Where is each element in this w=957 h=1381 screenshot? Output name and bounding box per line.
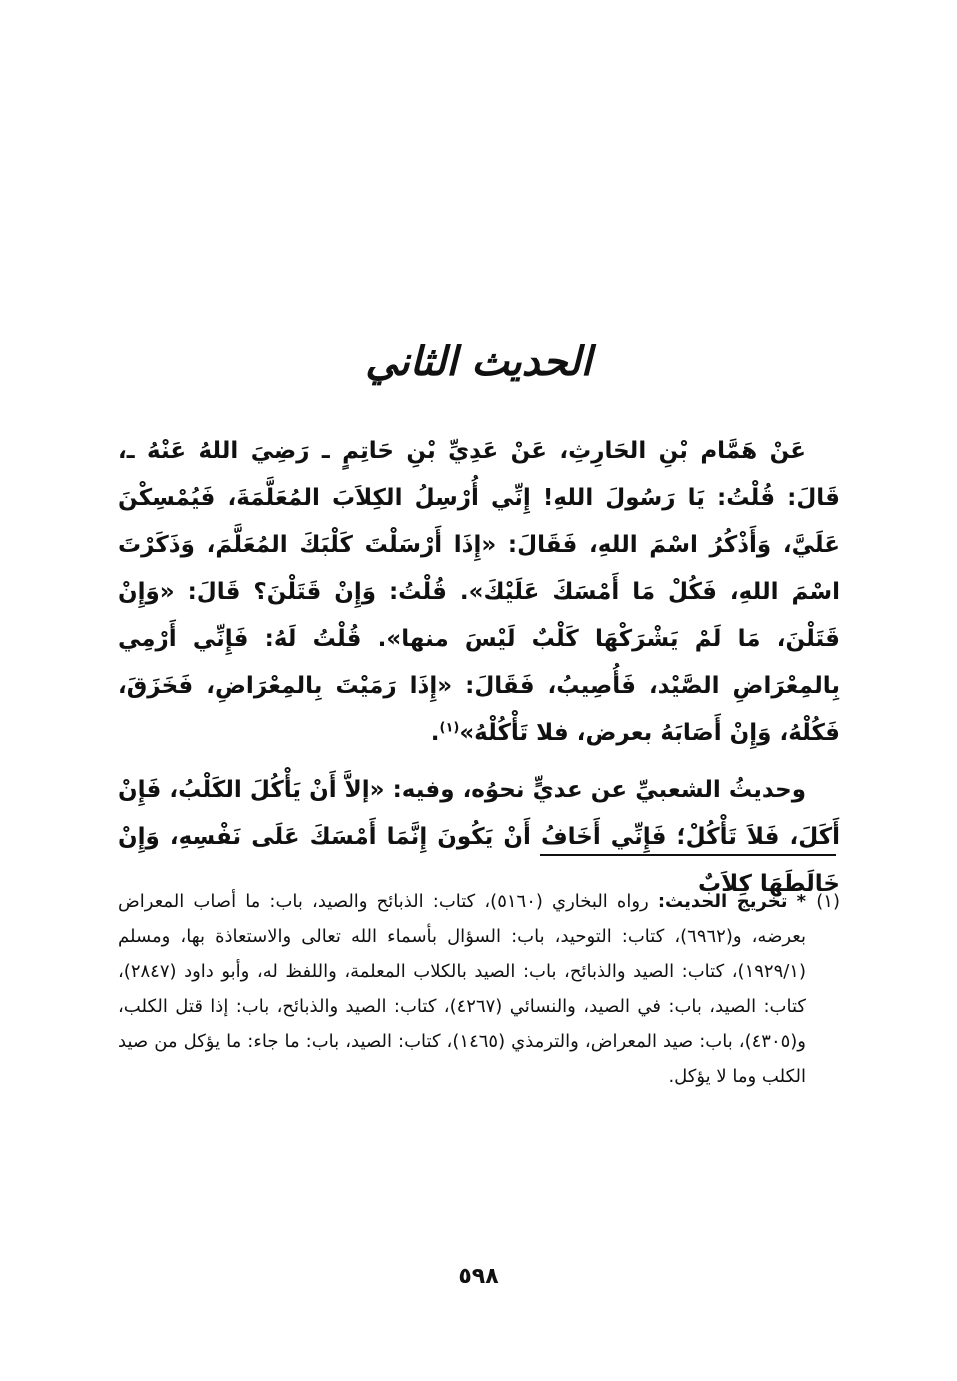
footnote-divider [540, 854, 836, 856]
footnote-label: تخريج الحديث: [657, 891, 788, 912]
page-number: ٥٩٨ [458, 1264, 499, 1289]
main-text [118, 428, 840, 908]
paragraph-end-mark: . [430, 720, 440, 746]
footnotes-section [118, 884, 840, 1094]
hadith-text: عَنْ هَمَّام بْنِ الحَارِثِ، عَنْ عَدِيِّ بْنِ حَاتِمٍ ـ رَضِيَ اللهُ عَنْهُ ـ، قَالَ: قُلْتُ: يَا رَسُولَ اللهِ! إِنِّي أُرْسِلُ الكِلاَبَ المُعَلَّمَةَ، فَيُمْسِكْنَ عَلَيَّ، وَأَذْكُرُ اسْمَ اللهِ، فَقَالَ: «إِذَا أَرْسَلْتَ كَلْبَكَ المُعَلَّمَ، وَذَكَرْتَ اسْمَ اللهِ، فَكُلْ مَا أَمْسَكَ عَلَيْكَ». قُلْتُ: وَإِنْ قَتَلْنَ؟ قَالَ: «وَإِنْ قَتَلْنَ، مَا لَمْ يَشْرَكْهَا كَلْبٌ لَيْسَ منها». قُلْتُ لَهُ: فَإِنِّي أَرْمِي بِالمِعْرَاضِ الصَّيْد، فَأُصِيبُ، فَقَالَ: «إِذَا رَمَيْتَ بِالمِعْرَاضِ، فَخَزَقَ، فَكُلْهُ، وَإِنْ أَصَابَهُ بعرض، فلا تَأْكُلْهُ» [118, 438, 840, 746]
footnote-reference: (١) [439, 720, 460, 736]
footnote-body [118, 884, 806, 1094]
hadith-paragraph [118, 428, 840, 757]
footnote-number: (١) [816, 891, 840, 912]
section-heading: الحديث الثاني [365, 338, 592, 385]
commentary-paragraph: وحديثُ الشعبيِّ عن عديٍّ نحوُه، وفيه: «إلاَّ أَنْ يَأْكُلَ الكَلْبُ، فَإِنْ أَكَلَ، فَلاَ تَأْكُلْ؛ فَإِنِّي أَخَافُ أَنْ يَكُونَ إِنَّمَا أَمْسَكَ عَلَى نَفْسِهِ، وَإِنْ خَالَطَهَا كِلاَبٌ [118, 777, 840, 897]
footnote-star: * [796, 891, 806, 912]
footnote-1 [118, 884, 840, 1094]
footnote-text: رواه البخاري (٥١٦٠)، كتاب: الذبائح والصيد، باب: ما أصاب المعراض بعرضه، و(٦٩٦٢)، كتاب: التوحيد، باب: السؤال بأسماء الله تعالى والاستعاذة بها، ومسلم (١٩٢٩/١)، كتاب: الصيد والذبائح، باب: الصيد بالكلاب المعلمة، واللفظ له، وأبو داود (٢٨٤٧)، كتاب: الصيد، باب: في الصيد، والنسائي (٤٢٦٧)، كتاب: الصيد والذبائح، باب: إذا قتل الكلب، و(٤٣٠٥)، باب: صيد المعراض، والترمذي (١٤٦٥)، كتاب: الصيد، باب: ما جاء: ما يؤكل من صيد الكلب وما لا يؤكل. [118, 891, 806, 1087]
